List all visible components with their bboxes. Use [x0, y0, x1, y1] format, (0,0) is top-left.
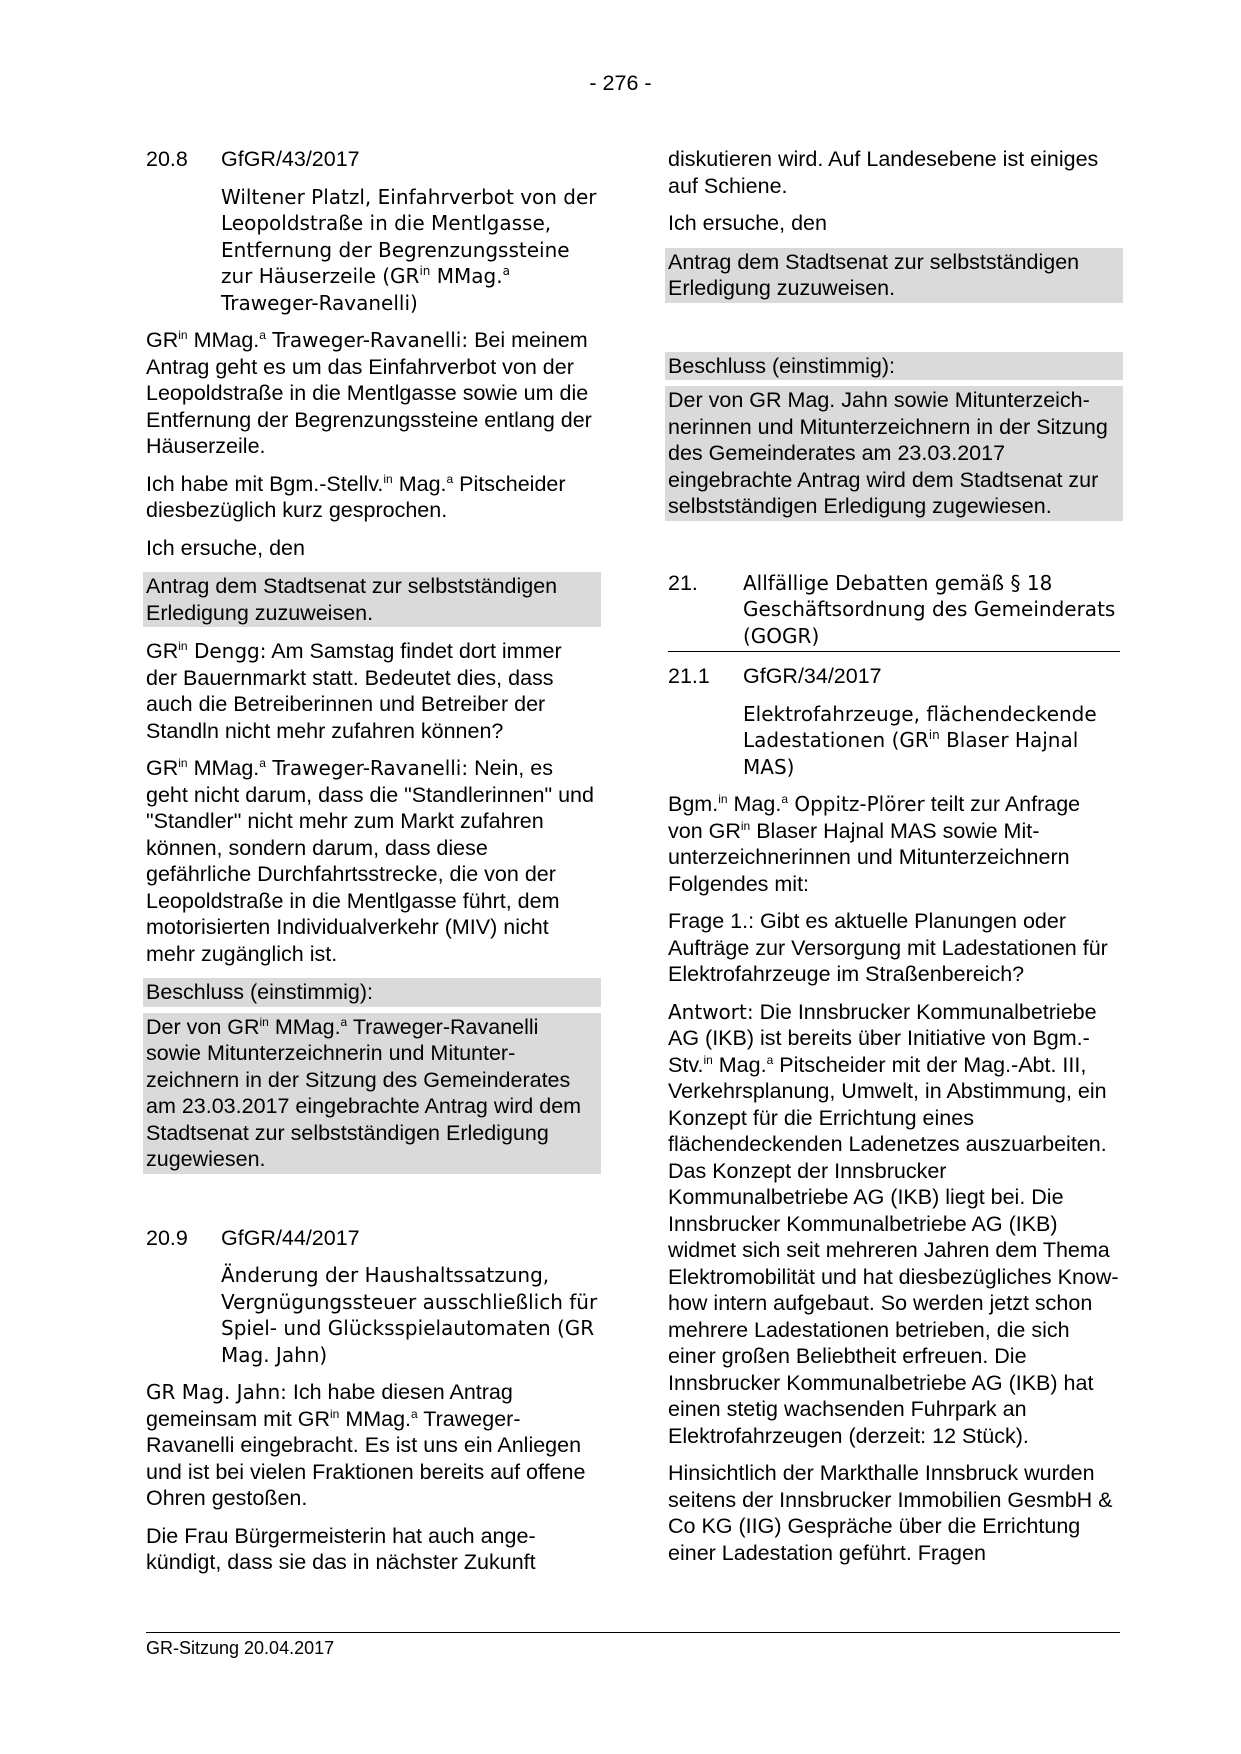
agenda-item-20-8-header — [146, 146, 598, 173]
paragraph: Ich ersuche, den — [668, 211, 827, 235]
item-number: 20.8 — [146, 147, 188, 171]
motion-highlight: Antrag dem Stadtsenat zur selbstständigen Erledigung zuzuweisen. — [143, 572, 601, 627]
item-title-20-8: Wiltener Platzl, Einfahrverbot von der Leopoldstraße in die Mentlgasse, Entfernung der Begrenzungssteine zur Häuserzeile ($GR^{in}$ MMag.$^a$ Traweger-Ravanelli) — [221, 184, 597, 315]
item-code: GfGR/44/2017 — [221, 1225, 360, 1250]
speech-paragraph: Bgm.$^{in}$ Mag.$^a$ Oppitz-Plörer teilt zur Anfrage von $GR^{in}$ Blaser Hajnal MAS sowie Mitunterzeichnerinnen und Mitunterzeichnern Folgendes mit: — [668, 792, 1081, 896]
item-title-20-9: Änderung der Haushaltssatzung, Vergnügungssteuer ausschließlich für Spiel- und Glücksspielautomaten (GR Mag. Jahn) — [221, 1263, 598, 1367]
speech-paragraph: $GR^{in}$ MMag.$^a$ Traweger-Ravanelli: Nein, es geht nicht darum, dass die "Standlerinnen" und "Standler" nicht mehr zum Markt zufahren können, sondern darum, dass diese gefährliche Durchfahrtsstrecke, die von der Leopoldstraße in die Mentlgasse führt, dem motorisierten Individualverkehr (MIV) nicht mehr zugänglich ist. — [146, 756, 594, 966]
item-number: 20.9 — [146, 1225, 188, 1250]
speech-paragraph: GR Mag. Jahn: Ich habe diesen Antrag gemeinsam mit $GR^{in}$ MMag.$^a$ Traweger-Ravanelli eingebracht. Es ist uns ein Anliegen und ist bei vielen Fraktionen bereits auf offene Ohren gestoßen. — [146, 1380, 586, 1510]
resolution-label: Beschluss (einstimmig): — [143, 978, 601, 1007]
paragraph: Ich ersuche, den — [146, 535, 305, 560]
paragraph: Hinsichtlich der Markthalle Innsbruck wurden seitens der Innsbrucker Immobilien GesmbH & Co KG (IIG) Gespräche über die Errichtung einer Ladestation geführt. Fragen — [668, 1461, 1113, 1565]
item-title-21-1: Elektrofahrzeuge, flächendeckende Ladestationen ($GR^{in}$ Blaser Hajnal MAS) — [743, 701, 1097, 779]
section-21-header — [668, 570, 1120, 653]
left-column — [146, 146, 598, 1587]
agenda-item-20-9-header — [146, 1225, 598, 1252]
page-footer: GR-Sitzung 20.04.2017 — [146, 1632, 1120, 1659]
resolution-label: Beschluss (einstimmig): — [665, 352, 1123, 381]
right-column — [668, 146, 1120, 1577]
item-code: GfGR/34/2017 — [743, 664, 882, 688]
item-code: GfGR/43/2017 — [221, 147, 360, 171]
paragraph: Die Frau Bürgermeisterin hat auch angekündigt, dass sie das in nächster Zukunft — [146, 1523, 536, 1574]
motion-highlight: Antrag dem Stadtsenat zur selbstständigen Erledigung zuzuweisen. — [665, 248, 1123, 303]
section-number: 21. — [668, 570, 698, 595]
page-number: - 276 - — [589, 71, 652, 95]
agenda-item-21-1-header — [668, 663, 1120, 690]
paragraph: diskutieren wird. Auf Landesebene ist einiges auf Schiene. — [668, 147, 1099, 198]
resolution-text: Der von $GR^{in}$ MMag.$^a$ Traweger-Ravanelli sowie Mitunterzeichnerin und Mitunterzeichnern in der Sitzung des Gemeinderates am 23.03.2017 eingebrachte Antrag wird dem Stadtsenat zur selbstständigen Erledigung zugewiesen. — [143, 1013, 601, 1174]
section-title: Allfällige Debatten gemäß § 18 Geschäftsordnung des Gemeinderats (GOGR) — [743, 570, 1116, 648]
question-paragraph: Frage 1.: Gibt es aktuelle Planungen oder Aufträge zur Versorgung mit Ladestationen für Elektrofahrzeuge im Straßenbereich? — [668, 909, 1108, 986]
item-number: 21.1 — [668, 664, 710, 688]
speech-paragraph: $GR^{in}$ MMag.$^a$ Traweger-Ravanelli: Bei meinem Antrag geht es um das Einfahrverbot von der Leopoldstraße in die Mentlgasse sowie um die Entfernung der Begrenzungssteine entlang der Häuserzeile. — [146, 328, 592, 458]
paragraph: Ich habe mit Bgm.-Stellv.$^{in}$ Mag.$^a$ Pitscheider diesbezüglich kurz gesprochen. — [146, 471, 566, 522]
speech-paragraph: $GR^{in}$ Dengg: Am Samstag findet dort immer der Bauernmarkt statt. Bedeutet dies, dass auch die Betreiberinnen und Betreiber der Standln nicht mehr zufahren können? — [146, 639, 562, 743]
resolution-text: Der von GR Mag. Jahn sowie Mitunterzeichnerinnen und Mitunterzeichnern in der Sitzung des Gemeinderates am 23.03.2017 eingebrachte Antrag wird dem Stadtsenat zur selbstständigen Erledigung zugewiesen. — [665, 386, 1123, 521]
answer-paragraph: Antwort: Die Innsbrucker Kommunalbetriebe AG (IKB) ist bereits über Initiative von Bgm.-Stv.$^{in}$ Mag.$^a$ Pitscheider mit der Mag.-Abt. III, Verkehrsplanung, Umwelt, in Abstimmung, ein Konzept für die Errichtung eines flächendeckenden Ladenetzes auszuarbeiten. Das Konzept der Innsbrucker Kommunalbetriebe AG (IKB) liegt bei. Die Innsbrucker Kommunalbetriebe AG (IKB) widmet sich seit mehreren Jahren dem Thema Elektromobilität und hat diesbezügliches Know-how intern aufgebaut. So werden jetzt schon mehrere Ladestationen betrieben, die sich einer großen Beliebtheit erfreuen. Die Innsbrucker Kommunalbetriebe AG (IKB) hat einen stetig wachsenden Fuhrpark an Elektrofahrzeugen (derzeit: 12 Stück). — [668, 999, 1119, 1448]
